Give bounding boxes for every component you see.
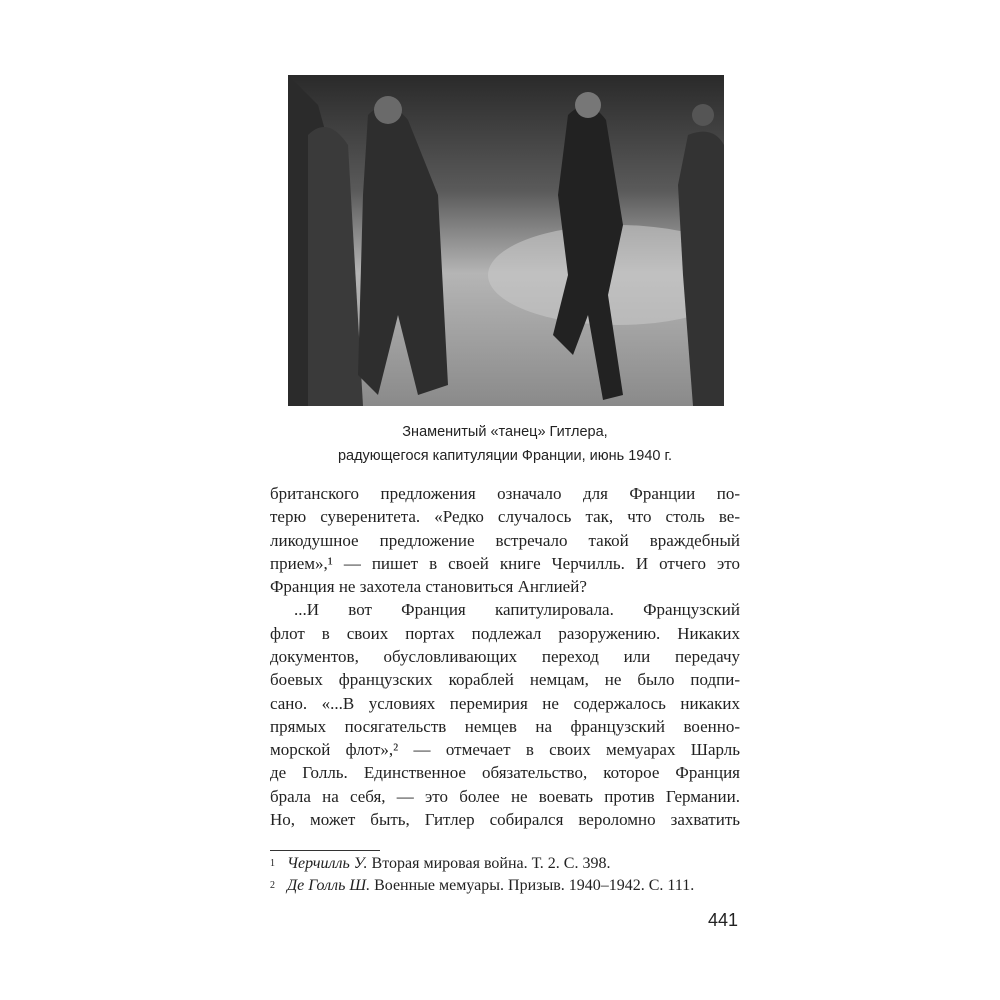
photo-caption-line-1: Знаменитый «танец» Гитлера, [402,424,608,440]
footnote-author: Черчилль У. [287,855,368,872]
body-text-line: ...И вот Франция капитулировала. Французский [294,600,740,620]
photo-caption-line-2: радующегося капитуляции Франции, июнь 1940 г. [337,448,673,464]
body-text-line: Франция не захотела становиться Англией? [270,577,587,597]
footnote-2 [270,876,694,896]
body-text-line: документов, обусловливающих переход или передачу [270,647,740,666]
body-text-line: сано. «...В условиях перемирия не содержалось никаких [270,693,740,713]
body-text-line: флот в своих портах подлежал разоружению. Никаких [270,623,740,643]
footnote-number: 1 [270,858,275,869]
footnote-divider [270,850,380,851]
footnote-text: Вторая мировая война. Т. 2. С. 398. [367,855,611,872]
body-text-line: Но, может быть, Гитлер собирался вероломно захватить [270,810,740,829]
historical-photo [288,75,724,406]
body-text-line: прямых посягательств немцев на французский военно- [270,716,740,736]
footnote-number: 2 [270,880,275,891]
body-text-line: де Голль. Единственное обязательство, которое Франция [270,763,740,783]
body-text-line: морской флот»,² — отмечает в своих мемуарах Шарль [270,740,740,760]
footnote-1 [270,854,610,874]
body-text-line: брала на себя, — это более не воевать против Германии. [270,786,740,806]
body-text-line: британского предложения означало для Франции по- [270,484,740,503]
page-number: 441 [707,910,738,930]
body-text-line: прием»,¹ — пишет в своей книге Черчилль. И отчего это [270,553,740,573]
body-text-line: боевых французских кораблей немцам, не было подпи- [270,670,740,690]
body-text-line: терю суверенитета. «Редко случалось так, что столь ве- [270,507,740,527]
body-text-line: ликодушное предложение встречало такой враждебный [270,530,740,550]
footnote-author: Де Голль Ш. [287,877,371,894]
footnote-text: Военные мемуары. Призыв. 1940–1942. С. 111. [370,877,695,894]
